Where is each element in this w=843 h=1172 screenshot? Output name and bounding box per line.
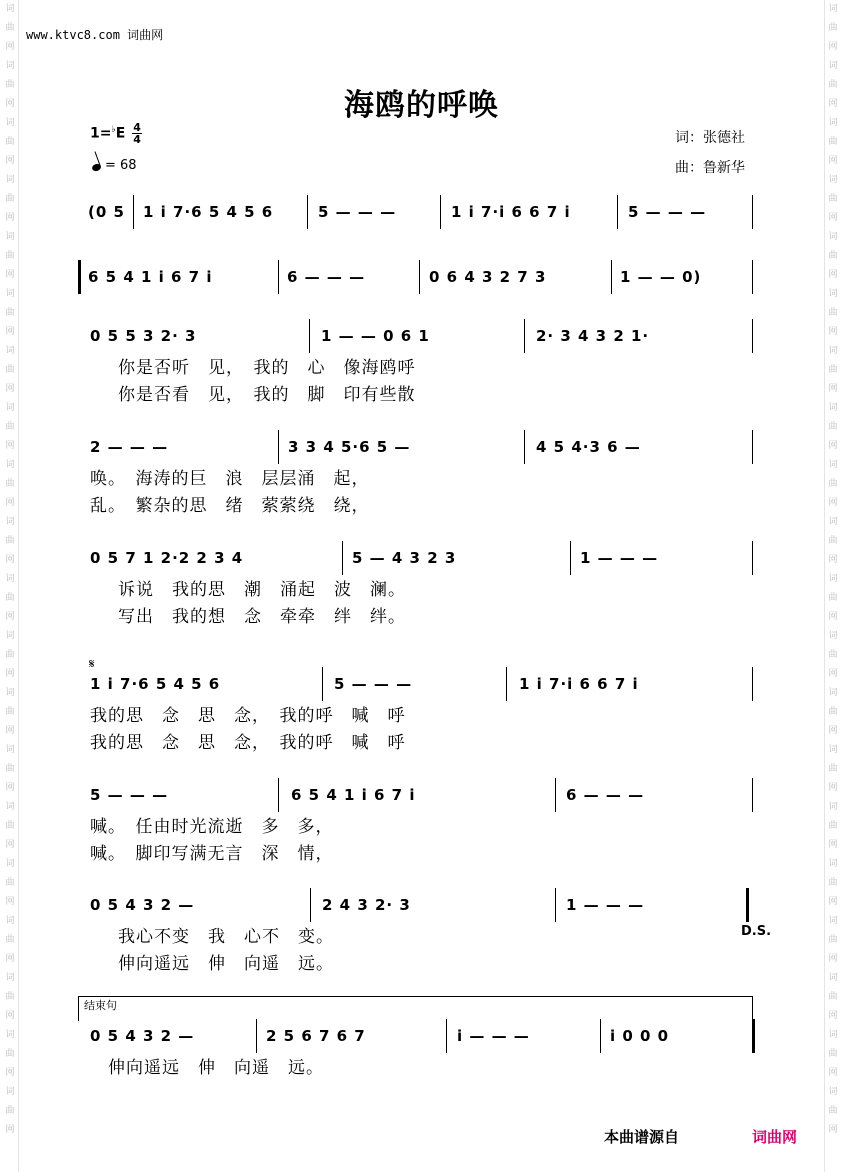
watermark-glyph: 网	[5, 897, 15, 907]
watermark-glyph: 网	[5, 612, 15, 622]
watermark-glyph: 词	[828, 802, 838, 812]
barline	[307, 195, 308, 229]
barline	[278, 260, 279, 294]
barline	[746, 888, 749, 922]
barline	[752, 667, 753, 701]
watermark-glyph: 曲	[828, 821, 838, 831]
watermark-glyph: 曲	[5, 479, 15, 489]
watermark-glyph: 网	[828, 1011, 838, 1021]
barline	[752, 319, 753, 353]
measure: i 0 0 0	[610, 1027, 670, 1045]
watermark-glyph: 曲	[5, 137, 15, 147]
start-repeat-barline	[78, 260, 81, 294]
measure: 5 — — —	[628, 203, 707, 221]
barline	[611, 260, 612, 294]
watermark-glyph: 网	[5, 726, 15, 736]
watermark-glyph: 网	[5, 783, 15, 793]
watermark-glyph: 网	[5, 270, 15, 280]
barline	[555, 778, 556, 812]
watermark-glyph: 词	[828, 460, 838, 470]
barline	[617, 195, 618, 229]
watermark-glyph: 曲	[828, 707, 838, 717]
watermark-glyph: 网	[5, 384, 15, 394]
watermark-glyph: 曲	[5, 593, 15, 603]
measure: 1 i 7·i 6 6 7 i	[519, 675, 639, 693]
watermark-glyph: 网	[828, 99, 838, 109]
watermark-glyph: 曲	[5, 194, 15, 204]
measure: 1 — — 0 6 1	[321, 327, 430, 345]
measure: 4 5 4·3 6 —	[536, 438, 641, 456]
watermark-glyph: 网	[5, 840, 15, 850]
barline	[278, 430, 279, 464]
measure: (0 5	[88, 203, 125, 221]
lyric-line: 你是否听 见， 我的 心 像海鸥呼	[118, 358, 416, 378]
key-signature: 1=♭E $\frac{4}{4}$	[90, 121, 141, 146]
watermark-glyph: 网	[5, 327, 15, 337]
measure: 0 5 5 3 2· 3	[90, 327, 197, 345]
watermark-glyph: 曲	[5, 707, 15, 717]
watermark-glyph: 曲	[828, 650, 838, 660]
watermark-glyph: 词	[5, 403, 15, 413]
measure: 6 5 4 1 i 6 7 i	[291, 786, 416, 804]
lyric-line: 我的思 念 思 念， 我的呼 喊 呼	[90, 733, 406, 753]
watermark-glyph: 网	[5, 441, 15, 451]
measure: 5 — — —	[334, 675, 413, 693]
watermark-glyph: 曲	[5, 251, 15, 261]
watermark-glyph: 曲	[828, 479, 838, 489]
watermark-glyph: 词	[828, 61, 838, 71]
barline	[440, 195, 441, 229]
ds-marker: D.S.	[741, 924, 772, 939]
lyric-line: 我心不变 我 心不 变。	[118, 927, 334, 947]
right-watermark-strip	[824, 0, 841, 1172]
watermark-glyph: 词	[828, 631, 838, 641]
watermark-glyph: 词	[828, 232, 838, 242]
watermark-glyph: 曲	[828, 80, 838, 90]
watermark-glyph: 曲	[5, 23, 15, 33]
left-watermark-strip	[2, 0, 19, 1172]
watermark-glyph: 词	[5, 973, 15, 983]
watermark-glyph: 网	[5, 156, 15, 166]
watermark-glyph: 曲	[5, 992, 15, 1002]
watermark-glyph: 曲	[828, 23, 838, 33]
watermark-glyph: 词	[5, 859, 15, 869]
lyric-line: 你是否看 见， 我的 脚 印有些散	[118, 385, 416, 405]
barline	[342, 541, 343, 575]
measure: 5 — — —	[90, 786, 169, 804]
watermark-glyph: 词	[828, 1030, 838, 1040]
quarter-note-icon	[91, 163, 102, 173]
watermark-glyph: 曲	[5, 764, 15, 774]
barline	[524, 430, 525, 464]
watermark-glyph: 曲	[828, 764, 838, 774]
watermark-glyph: 词	[5, 916, 15, 926]
watermark-glyph: 词	[828, 574, 838, 584]
tempo-mark: = 68	[92, 158, 137, 173]
barline	[322, 667, 323, 701]
watermark-glyph: 词	[828, 745, 838, 755]
watermark-glyph: 网	[828, 897, 838, 907]
measure: 6 — — —	[287, 268, 366, 286]
song-title: 海鸥的呼唤	[344, 88, 499, 123]
watermark-glyph: 曲	[5, 422, 15, 432]
watermark-glyph: 词	[5, 688, 15, 698]
measure: 1 i 7·i 6 6 7 i	[451, 203, 571, 221]
watermark-glyph: 曲	[828, 422, 838, 432]
site-watermark: www.ktvc8.com 词曲网	[26, 28, 164, 42]
watermark-glyph: 曲	[828, 137, 838, 147]
watermark-glyph: 词	[5, 517, 15, 527]
measure: 5 — — —	[318, 203, 397, 221]
watermark-glyph: 曲	[5, 536, 15, 546]
source-site: 词曲网	[752, 1128, 798, 1146]
segno-icon: 𝄋	[89, 657, 95, 672]
source-note: 本曲谱源自	[604, 1128, 680, 1146]
watermark-glyph: 曲	[828, 308, 838, 318]
watermark-glyph: 曲	[828, 992, 838, 1002]
watermark-glyph: 曲	[828, 1049, 838, 1059]
watermark-glyph: 词	[5, 346, 15, 356]
ending-bracket	[78, 996, 753, 1021]
watermark-glyph: 词	[5, 574, 15, 584]
ending-label: 结束句	[84, 999, 117, 1012]
measure: 1 — — —	[566, 896, 645, 914]
watermark-glyph: 网	[828, 384, 838, 394]
watermark-glyph: 词	[5, 232, 15, 242]
watermark-glyph: 曲	[828, 536, 838, 546]
measure: 1 i 7·6 5 4 5 6	[143, 203, 274, 221]
watermark-glyph: 网	[5, 954, 15, 964]
measure: 0 5 4 3 2 —	[90, 896, 195, 914]
watermark-glyph: 曲	[5, 650, 15, 660]
watermark-glyph: 曲	[5, 80, 15, 90]
measure: 2 5 6 7 6 7	[266, 1027, 366, 1045]
measure: i — — —	[457, 1027, 530, 1045]
measure: 0 5 7 1 2·2 2 3 4	[90, 549, 244, 567]
watermark-glyph: 曲	[5, 935, 15, 945]
barline	[524, 319, 525, 353]
watermark-glyph: 曲	[828, 251, 838, 261]
watermark-glyph: 词	[5, 460, 15, 470]
watermark-glyph: 曲	[5, 821, 15, 831]
barline	[133, 195, 134, 229]
watermark-glyph: 词	[5, 631, 15, 641]
watermark-glyph: 词	[828, 688, 838, 698]
watermark-glyph: 曲	[828, 194, 838, 204]
watermark-glyph: 曲	[5, 308, 15, 318]
lyric-line: 诉说 我的思 潮 涌起 波 澜。	[118, 580, 406, 600]
barline	[752, 260, 753, 294]
watermark-glyph: 词	[828, 289, 838, 299]
watermark-glyph: 网	[828, 555, 838, 565]
watermark-glyph: 词	[828, 973, 838, 983]
watermark-glyph: 网	[5, 1011, 15, 1021]
watermark-glyph: 词	[5, 4, 15, 14]
barline	[555, 888, 556, 922]
watermark-glyph: 网	[5, 99, 15, 109]
watermark-glyph: 网	[828, 840, 838, 850]
barline	[278, 778, 279, 812]
watermark-glyph: 词	[5, 61, 15, 71]
composer: 曲：鲁新华	[675, 160, 745, 176]
watermark-glyph: 网	[828, 783, 838, 793]
watermark-glyph: 曲	[5, 878, 15, 888]
barline	[752, 195, 753, 229]
watermark-glyph: 网	[828, 1068, 838, 1078]
watermark-glyph: 词	[828, 517, 838, 527]
watermark-glyph: 网	[828, 954, 838, 964]
watermark-glyph: 词	[828, 859, 838, 869]
measure: 1 i 7·6 5 4 5 6	[90, 675, 221, 693]
watermark-glyph: 网	[5, 1125, 15, 1135]
barline	[752, 1019, 755, 1053]
watermark-glyph: 词	[5, 1087, 15, 1097]
watermark-glyph: 词	[5, 118, 15, 128]
watermark-glyph: 网	[828, 441, 838, 451]
barline	[752, 778, 753, 812]
measure: 1 — — —	[580, 549, 659, 567]
watermark-glyph: 网	[828, 327, 838, 337]
watermark-glyph: 词	[828, 916, 838, 926]
watermark-glyph: 词	[828, 175, 838, 185]
watermark-glyph: 曲	[5, 1049, 15, 1059]
watermark-glyph: 曲	[828, 593, 838, 603]
lyric-line: 乱。 繁杂的思 绪 萦萦绕 绕，	[90, 496, 370, 516]
measure: 2 4 3 2· 3	[322, 896, 411, 914]
lyric-line: 唤。 海涛的巨 浪 层层涌 起，	[90, 469, 370, 489]
measure: 3 3 4 5·6 5 —	[288, 438, 411, 456]
watermark-glyph: 网	[828, 726, 838, 736]
watermark-glyph: 词	[828, 346, 838, 356]
lyric-line: 写出 我的想 念 牵牵 绊 绊。	[118, 607, 406, 627]
watermark-glyph: 词	[5, 1030, 15, 1040]
watermark-glyph: 曲	[828, 365, 838, 375]
watermark-glyph: 词	[5, 175, 15, 185]
watermark-glyph: 词	[828, 4, 838, 14]
barline	[752, 541, 753, 575]
watermark-glyph: 网	[828, 213, 838, 223]
watermark-glyph: 曲	[828, 1106, 838, 1116]
measure: 1 — — 0)	[620, 268, 702, 286]
barline	[570, 541, 571, 575]
barline	[309, 319, 310, 353]
watermark-glyph: 词	[5, 289, 15, 299]
measure: 5 — 4 3 2 3	[352, 549, 457, 567]
lyricist: 词：张德社	[675, 130, 745, 146]
lyric-line: 喊。 脚印写满无言 深 情，	[90, 844, 334, 864]
watermark-glyph: 网	[828, 156, 838, 166]
watermark-glyph: 词	[5, 802, 15, 812]
watermark-glyph: 曲	[5, 1106, 15, 1116]
watermark-glyph: 网	[5, 498, 15, 508]
watermark-glyph: 网	[5, 669, 15, 679]
barline	[752, 430, 753, 464]
watermark-glyph: 网	[5, 42, 15, 52]
measure: 0 5 4 3 2 —	[90, 1027, 195, 1045]
lyric-line: 我的思 念 思 念， 我的呼 喊 呼	[90, 706, 406, 726]
watermark-glyph: 网	[828, 612, 838, 622]
watermark-glyph: 曲	[828, 935, 838, 945]
watermark-glyph: 网	[828, 1125, 838, 1135]
watermark-glyph: 曲	[828, 878, 838, 888]
lyric-line: 喊。 任由时光流逝 多 多，	[90, 817, 334, 837]
measure: 2 — — —	[90, 438, 169, 456]
barline	[446, 1019, 447, 1053]
watermark-glyph: 网	[828, 669, 838, 679]
measure: 0 6 4 3 2 7 3	[429, 268, 547, 286]
barline	[419, 260, 420, 294]
barline	[256, 1019, 257, 1053]
watermark-glyph: 词	[5, 745, 15, 755]
watermark-glyph: 网	[828, 270, 838, 280]
time-signature: $\frac{4}{4}$	[133, 121, 141, 146]
watermark-glyph: 网	[828, 42, 838, 52]
lyric-line: 伸向遥远 伸 向遥 远。	[108, 1058, 324, 1078]
barline	[506, 667, 507, 701]
measure: 6 5 4 1 i 6 7 i	[88, 268, 213, 286]
watermark-glyph: 词	[828, 1087, 838, 1097]
watermark-glyph: 词	[828, 403, 838, 413]
barline	[600, 1019, 601, 1053]
watermark-glyph: 网	[5, 1068, 15, 1078]
measure: 2· 3 4 3 2 1·	[536, 327, 650, 345]
lyric-line: 伸向遥远 伸 向遥 远。	[118, 954, 334, 974]
watermark-glyph: 网	[828, 498, 838, 508]
barline	[310, 888, 311, 922]
watermark-glyph: 网	[5, 555, 15, 565]
watermark-glyph: 词	[828, 118, 838, 128]
watermark-glyph: 网	[5, 213, 15, 223]
measure: 6 — — —	[566, 786, 645, 804]
watermark-glyph: 曲	[5, 365, 15, 375]
